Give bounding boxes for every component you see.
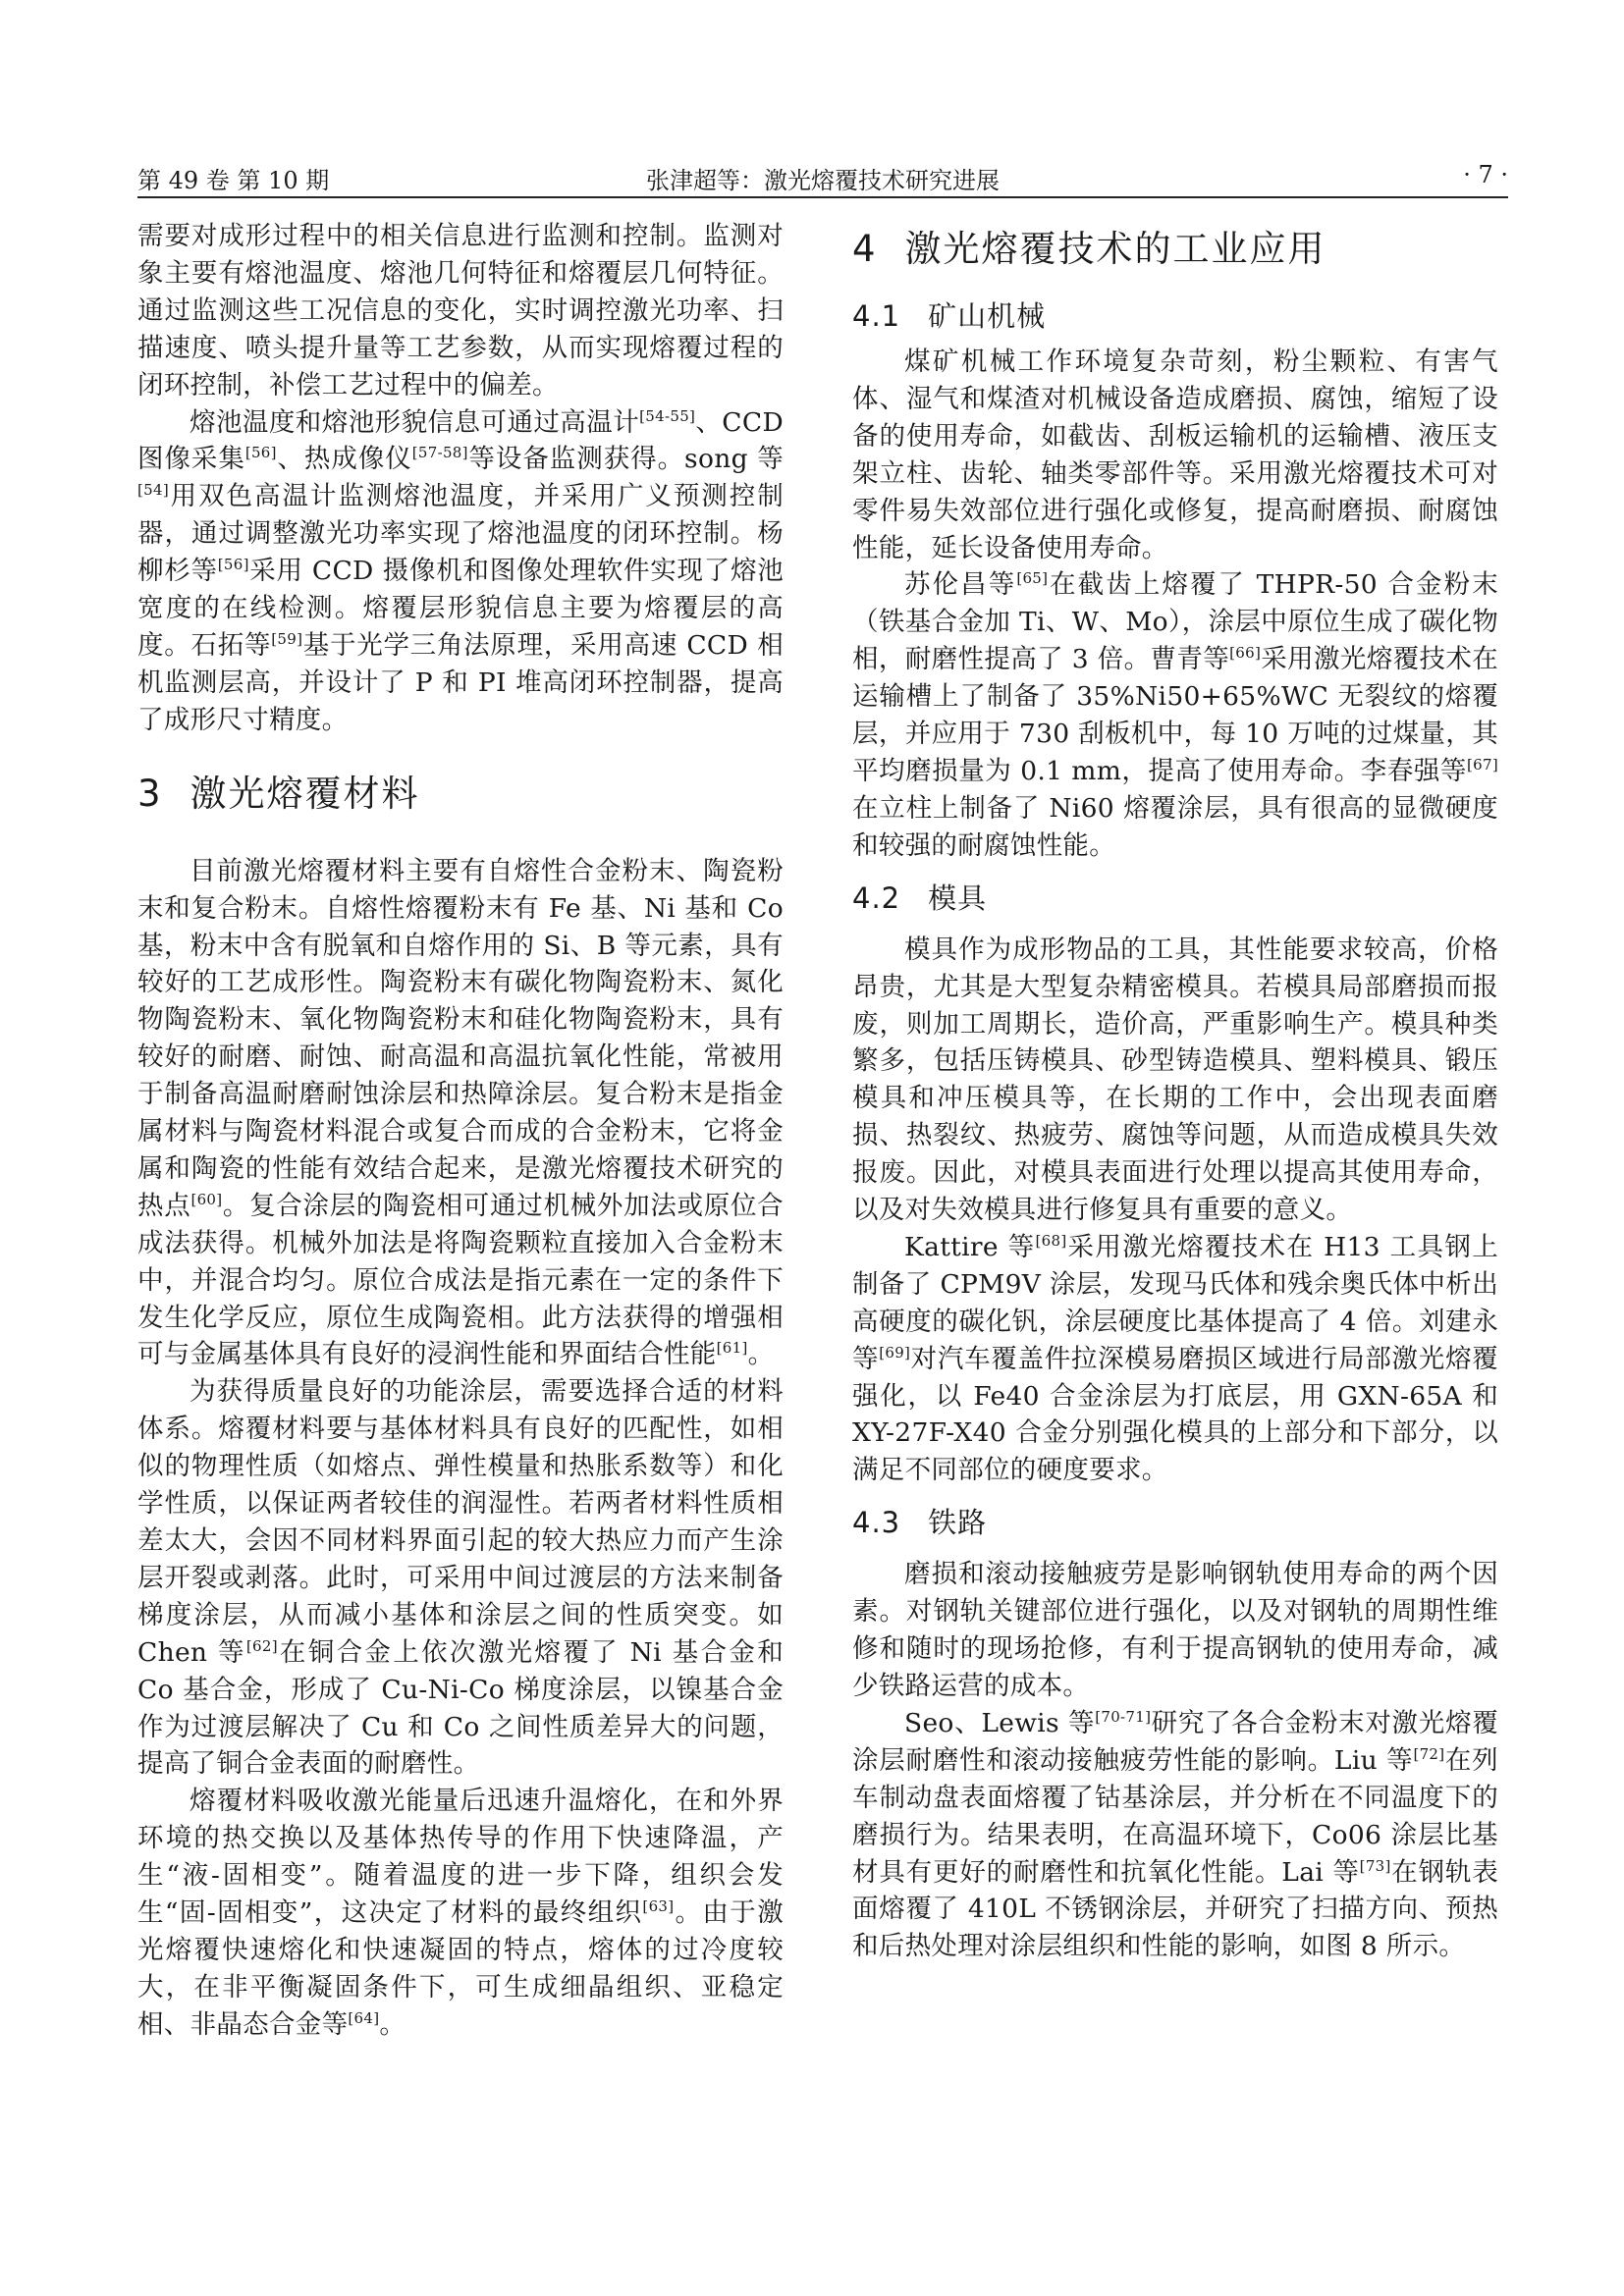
section-number: 4 [852, 228, 878, 270]
article-running-title: 张津超等：激光熔覆技术研究进展 [646, 167, 1000, 194]
left-column [137, 218, 784, 2044]
text-span: 目前激光熔覆材料主要有自熔性合金粉末、陶瓷粉末和复合粉末。自熔性熔覆粉末有 Fe 基、Ni 基和 Co 基，粉末中含有脱氧和自熔作用的 Si、B 等元素，具有较好的工艺成形性。陶瓷粉末有碳化物陶瓷粉末、氮化物陶瓷粉末、氧化物陶瓷粉末和硅化物陶瓷粉末，具有较好的耐磨、耐蚀、耐高温和高温抗氧化性能，常被用于制备高温耐磨耐蚀涂层和热障涂层。复合粉末是指金属材料与陶瓷材料混合或复合而成的合金粉末，它将金属和陶瓷的性能有效结合起来，是激光熔覆技术研究的热点 [137, 855, 784, 1221]
citation: [59] [271, 629, 303, 648]
citation: [69] [879, 1343, 911, 1362]
running-head [137, 157, 1508, 198]
section-title: 激光熔覆技术的工业应用 [904, 228, 1326, 270]
paragraph-railway-examples [852, 1705, 1498, 1965]
citation: [62] [245, 1636, 278, 1655]
citation: [54] [137, 481, 169, 500]
text-span: 在立柱上制备了 Ni60 熔覆涂层，具有很高的显微硬度和较强的耐腐蚀性能。 [852, 792, 1498, 861]
paragraph-monitoring-continued: 需要对成形过程中的相关信息进行监测和控制。监测对象主要有熔池温度、熔池几何特征和熔覆层几何特征。通过监测这些工况信息的变化，实时调控激光功率、扫描速度、喷头提升量等工艺参数，从而实现熔覆过程的闭环控制，补偿工艺过程中的偏差。 [137, 221, 784, 400]
section-3-heading [137, 769, 784, 820]
text-span: 为获得质量良好的功能涂层，需要选择合适的材料体系。熔覆材料要与基体材料具有良好的匹配性，如相似的物理性质（如熔点、弹性模量和热胀系数等）和化学性质，以保证两者较佳的润湿性。若两者材料性质相差太大，会因不同材料界面引起的较大热应力而产生涂层开裂或剥落。此时，可采用中间过渡层的方法来制备梯度涂层，从而减小基体和涂层之间的性质突变。如 Chen 等 [137, 1376, 784, 1668]
paragraph-materials-overview [137, 853, 784, 1374]
section-4-heading [852, 224, 1498, 275]
citation: [65] [1016, 569, 1049, 588]
citation: [56] [244, 444, 277, 462]
citation: [66] [1229, 644, 1262, 663]
section-number: 3 [137, 772, 163, 815]
text-span: 。 [747, 1339, 775, 1370]
text-span: 。由于激光熔覆快速熔化和快速凝固的特点，熔体的过冷度较大，在非平衡凝固条件下，可生成细晶组织、亚稳定相、非晶态合金等 [137, 1897, 784, 2040]
text-span: 对汽车覆盖件拉深模易磨损区域进行局部激光熔覆强化，以 Fe40 合金涂层为打底层，用 GXN-65A 和 XY-27F-X40 合金分别强化模具的上部分和下部分，以满足不同部位的硬度要求。 [852, 1343, 1498, 1486]
text-span: 在截齿上熔覆了 THPR-50 合金粉末（铁基合金加 Ti、W、Mo），涂层中原位生成了碳化物相，耐磨性提高了 3 倍。曹青等 [852, 569, 1498, 675]
text-span: 。复合涂层的陶瓷相可通过机械外加法或原位合成法获得。机械外加法是将陶瓷颗粒直接加入合金粉末中，并混合均匀。原位合成法是指元素在一定的条件下发生化学反应，原位生成陶瓷相。此方法获得的增强相可与金属基体具有良好的浸润性能和界面结合性能 [137, 1190, 784, 1370]
citation: [56] [217, 556, 249, 574]
citation: [67] [1467, 755, 1498, 774]
text-span: 用双色高温计监测熔池温度，并采用广义预测控制器，通过调整激光功率实现了熔池温度的闭环控制。杨柳杉等 [137, 481, 784, 587]
text-span: 熔池温度和熔池形貌信息可通过高温计 [189, 406, 640, 438]
citation: [60] [190, 1190, 223, 1208]
text-span: 采用激光熔覆技术在运输槽上了制备了 35%Ni50+65%WC 无裂纹的熔覆层，并应用于 730 刮板机中，每 10 万吨的过煤量，其平均磨损量为 0.1 mm，提高了使用寿命。李春强等 [852, 644, 1498, 786]
subsection-number: 4.2 [852, 881, 901, 915]
paragraph-material-matching [137, 1373, 784, 1783]
text-span: 苏伦昌等 [904, 569, 1017, 601]
subsection-number: 4.1 [852, 299, 901, 333]
paragraph-molds: 模具作为成形物品的工具，其性能要求较高，价格昂贵，尤其是大型复杂精密模具。若模具局部磨损而报废，则加工周期长，造价高，严重影响生产。模具种类繁多，包括压铸模具、砂型铸造模具、塑料模具、锻压模具和冲压模具等，在长期的工作中，会出现表面磨损、热裂纹、热疲劳、腐蚀等问题，从而造成模具失效报废。因此，对模具表面进行处理以提高其使用寿命，以及对失效模具进行修复具有重要的意义。 [852, 934, 1498, 1226]
subsection-4-1-heading [852, 296, 1498, 336]
text-span: Kattire 等 [904, 1231, 1036, 1262]
citation: [61] [716, 1339, 748, 1358]
citation: [72] [1413, 1744, 1445, 1763]
journal-volume-issue: 第 49 卷 第 10 期 [137, 167, 330, 194]
citation: [68] [1035, 1231, 1067, 1250]
text-span: 。 [379, 2008, 406, 2040]
subsection-4-3-heading [852, 1503, 1498, 1542]
subsection-title: 铁路 [928, 1506, 988, 1540]
subsection-4-2-heading [852, 879, 1498, 918]
text-span: 在铜合金上依次激光熔覆了 Ni 基合金和 Co 基合金，形成了 Cu-Ni-Co 梯度涂层，以镍基合金作为过渡层解决了 Cu 和 Co 之间性质差异大的问题，提高了铜合金表面的耐磨性。 [137, 1636, 784, 1780]
subsection-title: 矿山机械 [928, 299, 1047, 333]
text-span: 等设备监测获得。song 等 [467, 444, 785, 475]
citation: [70-71] [1095, 1707, 1152, 1726]
paragraph-mold-examples [852, 1229, 1498, 1489]
citation: [64] [348, 2008, 380, 2027]
text-span: 采用 CCD 摄像机和图像处理软件实现了熔池宽度的在线检测。熔覆层形貌信息主要为熔覆层的高度。石拓等 [137, 556, 784, 661]
citation: [54-55] [639, 406, 696, 425]
text-span: 研究了各合金粉末对激光熔覆涂层耐磨性和滚动接触疲劳性能的影响。Liu 等 [852, 1707, 1498, 1776]
text-span: 、CCD 图像采集 [137, 406, 785, 475]
paragraph-melt-pool-monitoring [137, 404, 784, 739]
text-span: 基于光学三角法原理，采用高速 CCD 相机监测层高，并设计了 P 和 PI 堆高闭环控制器，提高了成形尺寸精度。 [137, 629, 785, 735]
text-span: 在列车制动盘表面熔覆了钴基涂层，并分析在不同温度下的磨损行为。结果表明，在高温环境下，Co06 涂层比基材具有更好的耐磨性和抗氧化性能。Lai 等 [852, 1744, 1498, 1888]
subsection-number: 4.3 [852, 1506, 901, 1540]
paragraph-phase-transformation [137, 1783, 784, 2043]
text-span: 熔覆材料吸收激光能量后迅速升温熔化，在和外界环境的热交换以及基体热传导的作用下快速降温，产生“液-固相变”。随着温度的进一步下降，组织会发生“固-固相变”，这决定了材料的最终组织 [137, 1786, 784, 1929]
page-number: · 7 · [1463, 161, 1508, 188]
paragraph-mining-machinery: 煤矿机械工作环境复杂苛刻，粉尘颗粒、有害气体、湿气和煤渣对机械设备造成磨损、腐蚀，缩短了设备的使用寿命，如截齿、刮板运输机的运输槽、液压支架立柱、齿轮、轴类零部件等。采用激光熔覆技术可对零件易失效部位进行强化或修复，提高耐磨损、耐腐蚀性能，延长设备使用寿命。 [852, 347, 1498, 563]
section-title: 激光熔覆材料 [189, 772, 420, 815]
paragraph-railway: 磨损和滚动接触疲劳是影响钢轨使用寿命的两个因素。对钢轨关键部位进行强化，以及对钢轨的周期性维修和随时的现场抢修，有利于提高钢轨的使用寿命，减少铁路运营的成本。 [852, 1559, 1498, 1701]
citation: [73] [1359, 1856, 1391, 1875]
paragraph-mining-examples [852, 566, 1498, 864]
subsection-title: 模具 [928, 881, 988, 915]
citation: [63] [642, 1897, 675, 1916]
text-span: Seo、Lewis 等 [904, 1707, 1096, 1738]
text-span: 在钢轨表面熔覆了 410L 不锈钢涂层，并研究了扫描方向、预热和后热处理对涂层组织和性能的影响，如图 8 所示。 [852, 1856, 1498, 1962]
text-span: 采用激光熔覆技术在 H13 工具钢上制备了 CPM9V 涂层，发现马氏体和残余奥氏体中析出高硬度的碳化钒，涂层硬度比基体提高了 4 倍。刘建永等 [852, 1231, 1498, 1374]
text-span: 、热成像仪 [276, 444, 412, 475]
right-column [852, 218, 1498, 1965]
citation: [57-58] [411, 444, 468, 462]
